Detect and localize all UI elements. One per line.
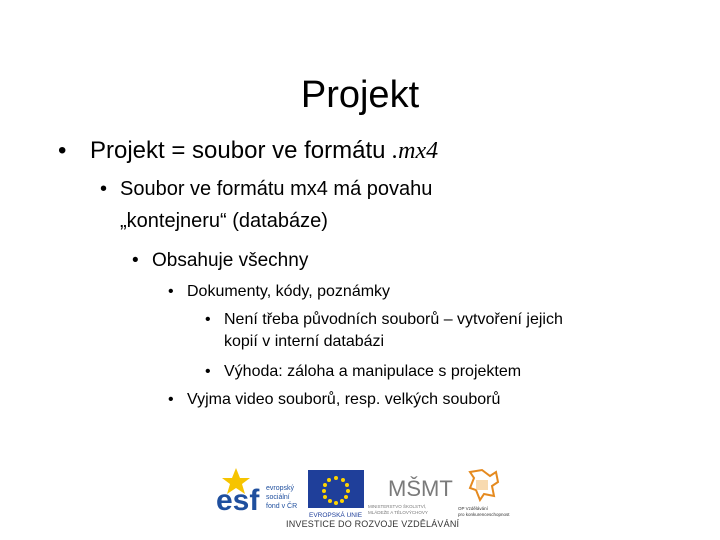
- bullet-marker: •: [132, 250, 139, 271]
- eu-flag-logo: [308, 470, 364, 520]
- bullet-item-7: [168, 389, 174, 410]
- esf-logo: [214, 466, 306, 522]
- msmt-wordmark: MŠMT: [388, 476, 453, 501]
- ministry-line2: MLÁDEŽE A TĚLOVÝCHOVY: [368, 510, 428, 515]
- bullet-text-3: Obsahuje všechny: [152, 250, 309, 271]
- esf-small-2: sociální: [266, 494, 290, 501]
- footer-slogan: INVESTICE DO ROZVOJE VZDĚLÁVÁNÍ: [286, 519, 460, 529]
- file-extension: .mx4: [392, 138, 439, 164]
- esf-small-3: fond v ČR: [266, 503, 298, 510]
- esf-small-1: evropský: [266, 485, 295, 492]
- bullet-item-6: [205, 361, 211, 382]
- bullet-item-5: [205, 309, 211, 330]
- bullet-text-5-line2: kopií v interní databázi: [224, 333, 385, 350]
- bullet-text-1: [90, 136, 438, 166]
- msmt-logo: [368, 466, 453, 522]
- bullet-text-2-line2: „kontejneru“ (databáze): [120, 210, 328, 232]
- eu-label: EVROPSKÁ UNIE: [309, 512, 363, 519]
- slide-title-text: Projekt: [300, 74, 420, 116]
- bullet-text-7: Vyjma video souborů, resp. velkých souborů: [187, 391, 501, 408]
- op-logo: [456, 466, 520, 522]
- bullet-marker: •: [205, 311, 211, 328]
- bullet-text-1-main: Projekt = soubor ve formátu: [90, 137, 393, 164]
- ministry-line1: MINISTERSTVO ŠKOLSTVÍ,: [368, 504, 427, 509]
- bullet-marker: •: [58, 137, 67, 164]
- bullet-item-1: [58, 136, 66, 166]
- bullet-marker: •: [168, 283, 174, 300]
- bullet-text-2-line1: Soubor ve formátu mx4 má povahu: [120, 178, 433, 200]
- bullet-text-6: Výhoda: záloha a manipulace s projektem: [224, 363, 522, 380]
- slide-title: [0, 72, 720, 118]
- bullet-marker: •: [168, 391, 174, 408]
- bullet-text-4: Dokumenty, kódy, poznámky: [187, 283, 391, 300]
- op-line2: pro konkurenceschopnost: [458, 512, 510, 517]
- esf-logo-word: esf: [216, 484, 260, 517]
- bullet-item-3: [132, 249, 139, 273]
- op-line1: OP Vzdělávání: [458, 506, 488, 511]
- bullet-item-2: [100, 176, 107, 202]
- bullet-marker: •: [100, 178, 108, 200]
- bullet-item-4: [168, 281, 174, 302]
- bullet-marker: •: [205, 363, 211, 380]
- bullet-text-5-line1: Není třeba původních souborů – vytvoření jejich: [224, 311, 563, 328]
